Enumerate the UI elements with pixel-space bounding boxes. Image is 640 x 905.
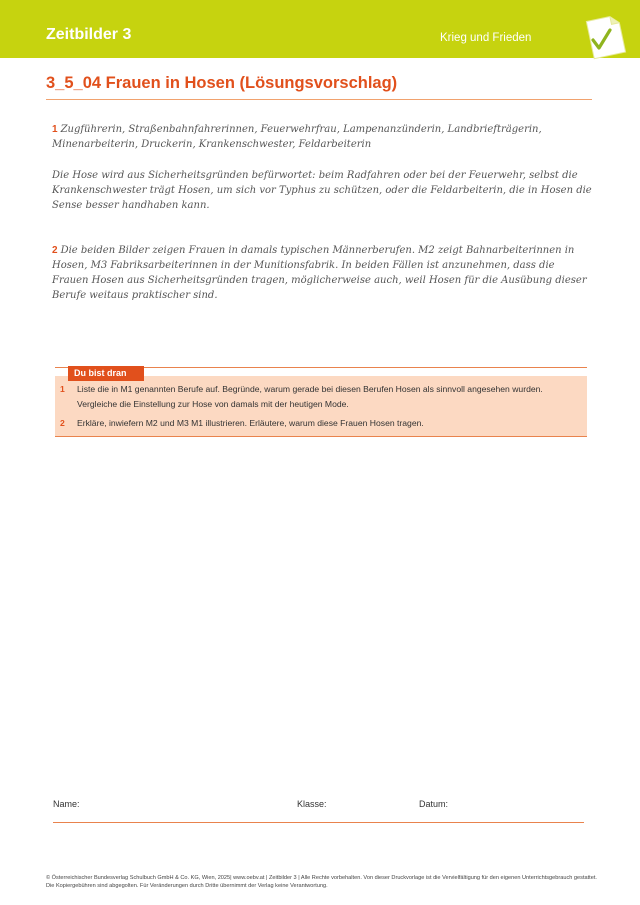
answer-text: Zugführerin, Straßenbahnfahrerinnen, Feuerwehrfrau, Lampenanzünderin, Landbriefträgerin, Minenarbeiterin, Druckerin, Krankenschwester, Feldarbeiterin <box>52 124 542 150</box>
task-box-bottom-rule <box>55 436 587 437</box>
answer-1 <box>52 122 592 152</box>
task-item <box>55 382 587 414</box>
task-number: 2 <box>60 418 65 428</box>
name-label: Name: <box>53 799 80 809</box>
task-text: Erkläre, inwiefern M2 und M3 M1 illustrieren. Erläutere, warum diese Frauen Hosen tragen. <box>77 418 424 428</box>
task-number: 1 <box>60 384 65 394</box>
answer-text: Die beiden Bilder zeigen Frauen in damals typischen Männerberufen. M2 zeigt Bahnarbeiterinnen in Hosen, M3 Fabriksarbeiterinnen in der Munitionsfabrik. In beiden Fällen ist anzunehmen, dass die Frauen Hosen aus Sicherheitsgründen tragen, möglicherweise auch, weil Hosen für die Ausübung dieser Berufe weitaus praktischer sind. <box>52 245 587 301</box>
answer-1-followup: Die Hose wird aus Sicherheitsgründen befürwortet: beim Radfahren oder bei der Feuerwehr, selbst die Krankenschwester trägt Hosen, um sich vor Typhus zu schützen, oder die Feldarbeiterin, die in Hosen die Sense besser handhaben kann. <box>52 170 592 211</box>
task-item <box>55 416 587 432</box>
task-text: Liste die in M1 genannten Berufe auf. Begründe, warum gerade bei diesen Berufen Hosen als sinnvoll angesehen wurden. Vergleiche die Einstellung zur Hose von damals mit der heutigen Mode. <box>77 384 543 409</box>
class-label: Klasse: <box>297 799 327 809</box>
copyright-notice: © Österreichischer Bundesverlag Schulbuch GmbH & Co. KG, Wien, 2025| www.oebv.at | Zeitbilder 3 | Alle Rechte vorbehalten. Von dieser Druckvorlage ist die Vervielfältigung für den eigenen Unterrichtsgebrauch gestattet. Die Kopiergebühren sind abgegolten. Für Veränderungen durch Dritte übernimmt der Verlag keine Verantwortung. <box>46 875 597 889</box>
header-bar <box>0 0 640 58</box>
task-box-label: Du bist dran <box>68 366 144 381</box>
document-check-icon <box>578 10 632 64</box>
chapter-subject: Krieg und Frieden <box>440 32 532 44</box>
page-title: 3_5_04 Frauen in Hosen (Lösungsvorschlag) <box>46 74 398 92</box>
book-title: Zeitbilder 3 <box>46 26 132 43</box>
answer-number: 1 <box>52 124 58 135</box>
answer-2 <box>52 243 592 303</box>
date-label: Datum: <box>419 799 449 809</box>
answer-number: 2 <box>52 245 58 256</box>
title-divider <box>46 99 592 100</box>
footer-divider <box>53 822 584 823</box>
